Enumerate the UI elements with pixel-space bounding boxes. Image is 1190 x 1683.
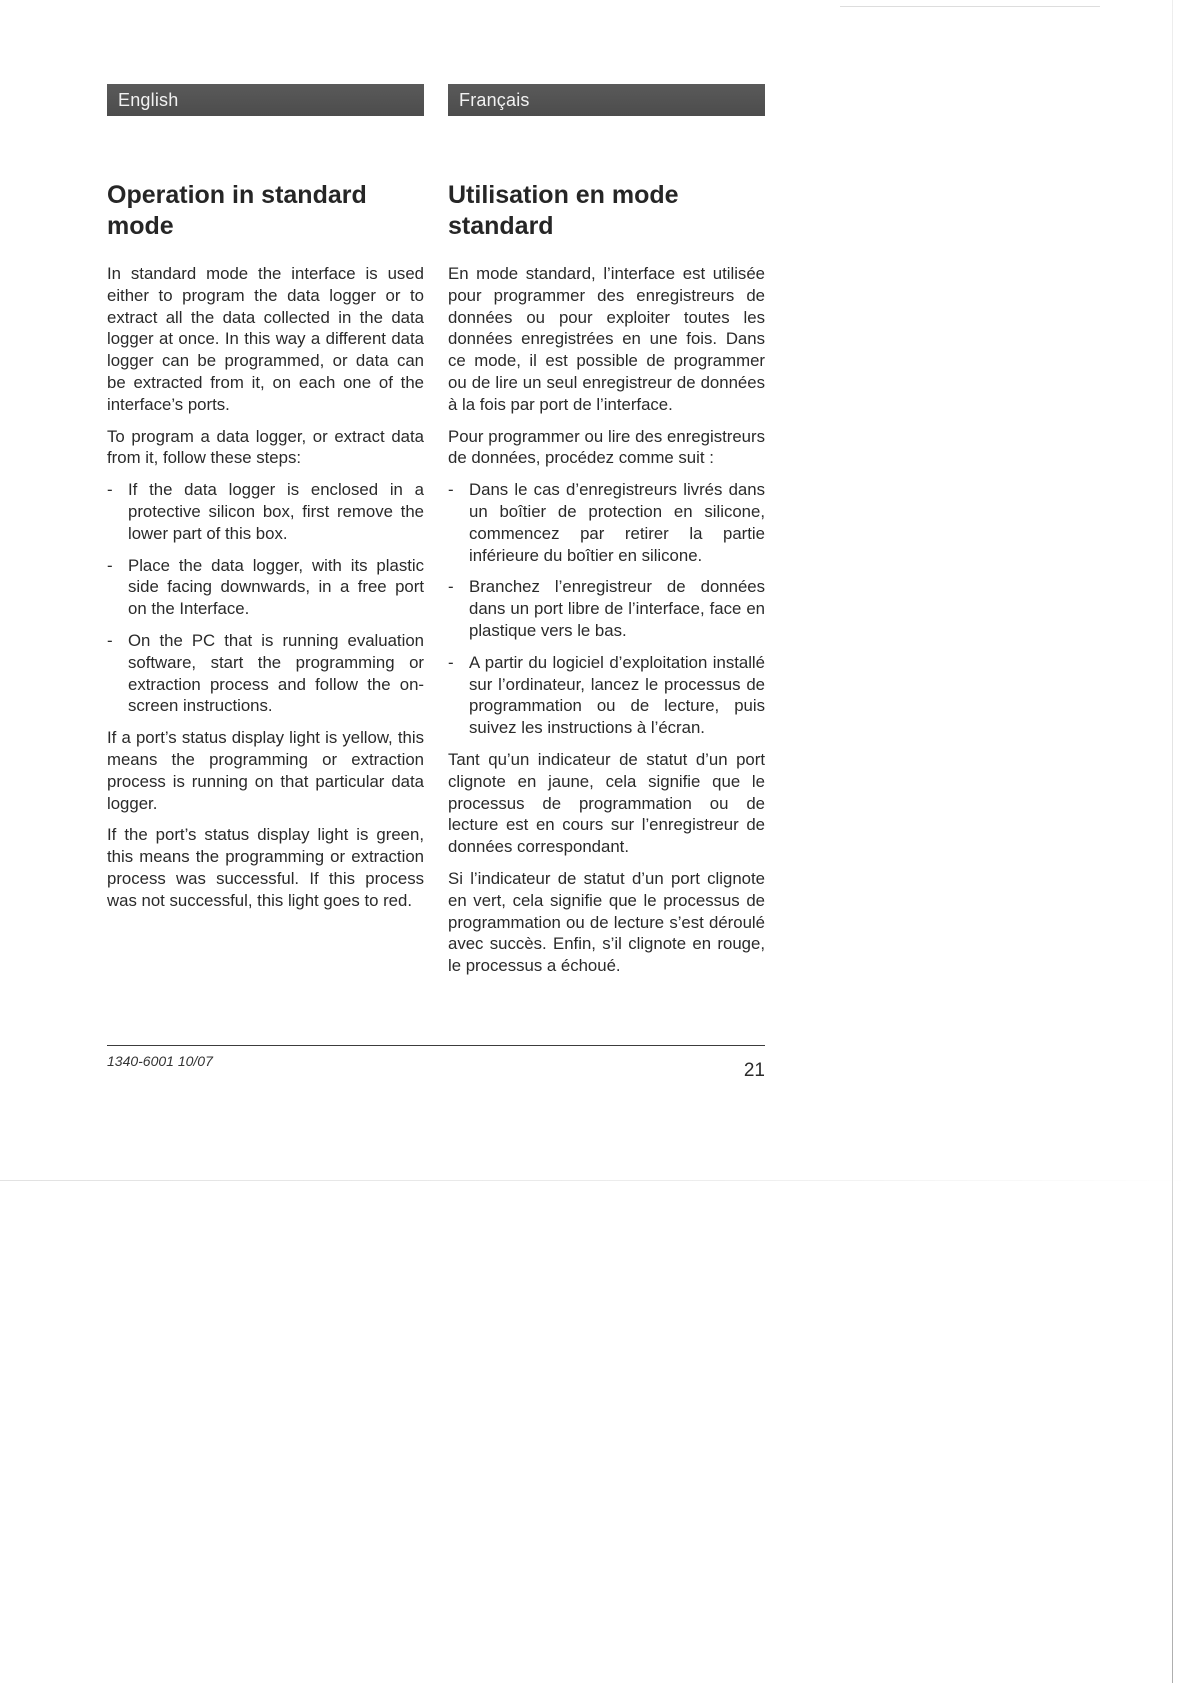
- steps-list-english: [107, 479, 424, 717]
- paragraph: To program a data logger, or extract data from it, follow these steps:: [107, 426, 424, 468]
- paragraph: Si l’indicateur de statut d’un port clignote en vert, cela signifie que le processus de programmation ou de lecture s’est déroulé avec succès. Enfin, s’il clignote en rouge, le processus a échoué.: [448, 868, 765, 976]
- paragraph: En mode standard, l’interface est utilisée pour programmer des enregistreurs de données ou pour exploiter toutes les données enregistrées en une fois. Dans ce mode, il est possible de programmer ou de lire un seul enregistreur de données à la fois par port de l’interface.: [448, 264, 765, 414]
- dash-bullet: -: [448, 652, 454, 672]
- scan-top-mark: [840, 6, 1100, 7]
- list-item: [448, 576, 765, 641]
- dash-bullet: -: [107, 480, 113, 500]
- paragraph: If the port’s status display light is green, this means the programming or extraction process was successful. If this process was not successful, this light goes to red.: [107, 825, 424, 910]
- step-text: Dans le cas d’enregistreurs livrés dans un boîtier de protection en silicone, commencez par retirer la partie inférieure du boîtier en silicone.: [469, 480, 765, 565]
- dash-bullet: -: [107, 630, 113, 650]
- step-text: Place the data logger, with its plastic side facing downwards, in a free port on the Interface.: [128, 555, 424, 619]
- dash-bullet: -: [448, 480, 454, 500]
- list-item: [448, 479, 765, 566]
- document-code: 1340-6001 10/07: [107, 1053, 213, 1069]
- step-text: On the PC that is running evaluation software, start the programming or extraction process and follow the on-screen instructions.: [128, 630, 424, 716]
- dash-bullet: -: [107, 555, 113, 575]
- section-heading-french: Utilisation en mode standard: [448, 181, 679, 240]
- list-item: [107, 630, 424, 717]
- body-text-english: [107, 263, 424, 912]
- paragraph: Pour programmer ou lire des enregistreurs de données, procédez comme suit :: [448, 426, 765, 468]
- list-item: [107, 479, 424, 544]
- page-number: 21: [743, 1060, 765, 1081]
- paragraph: Tant qu’un indicateur de statut d’un port clignote en jaune, cela signifie que le processus de programmation ou de lecture est en cours sur l’enregistreur de données correspondant.: [448, 749, 765, 857]
- dash-bullet: -: [448, 577, 454, 597]
- paragraph: In standard mode the interface is used either to program the data logger or to extract all the data collected in the data logger at once. In this way a different data logger can be programmed, or data can be extracted from it, on each one of the interface’s ports.: [107, 264, 424, 414]
- paragraph: If a port’s status display light is yellow, this means the programming or extraction process is running on that particular data logger.: [107, 728, 424, 813]
- step-text: Branchez l’enregistreur de données dans un port libre de l’interface, face en plastique vers le bas.: [469, 577, 765, 640]
- body-text-french: [448, 263, 765, 977]
- language-bar-french: Français: [448, 84, 765, 116]
- list-item: [448, 652, 765, 739]
- scan-fold-line: [0, 1180, 1190, 1181]
- english-column: [107, 84, 424, 922]
- step-text: If the data logger is enclosed in a protective silicon box, first remove the lower part of this box.: [128, 480, 424, 543]
- section-heading-english: Operation in standard mode: [107, 181, 367, 240]
- language-bar-english: English: [107, 84, 424, 116]
- step-text: A partir du logiciel d’exploitation installé sur l’ordinateur, lancez le processus de programmation ou de lecture, puis suivez les instructions à l’écran.: [469, 652, 765, 738]
- steps-list-french: [448, 479, 765, 739]
- list-item: [107, 555, 424, 620]
- footer-divider: [107, 1045, 765, 1046]
- french-column: [448, 84, 765, 987]
- scan-edge: [1172, 0, 1173, 1683]
